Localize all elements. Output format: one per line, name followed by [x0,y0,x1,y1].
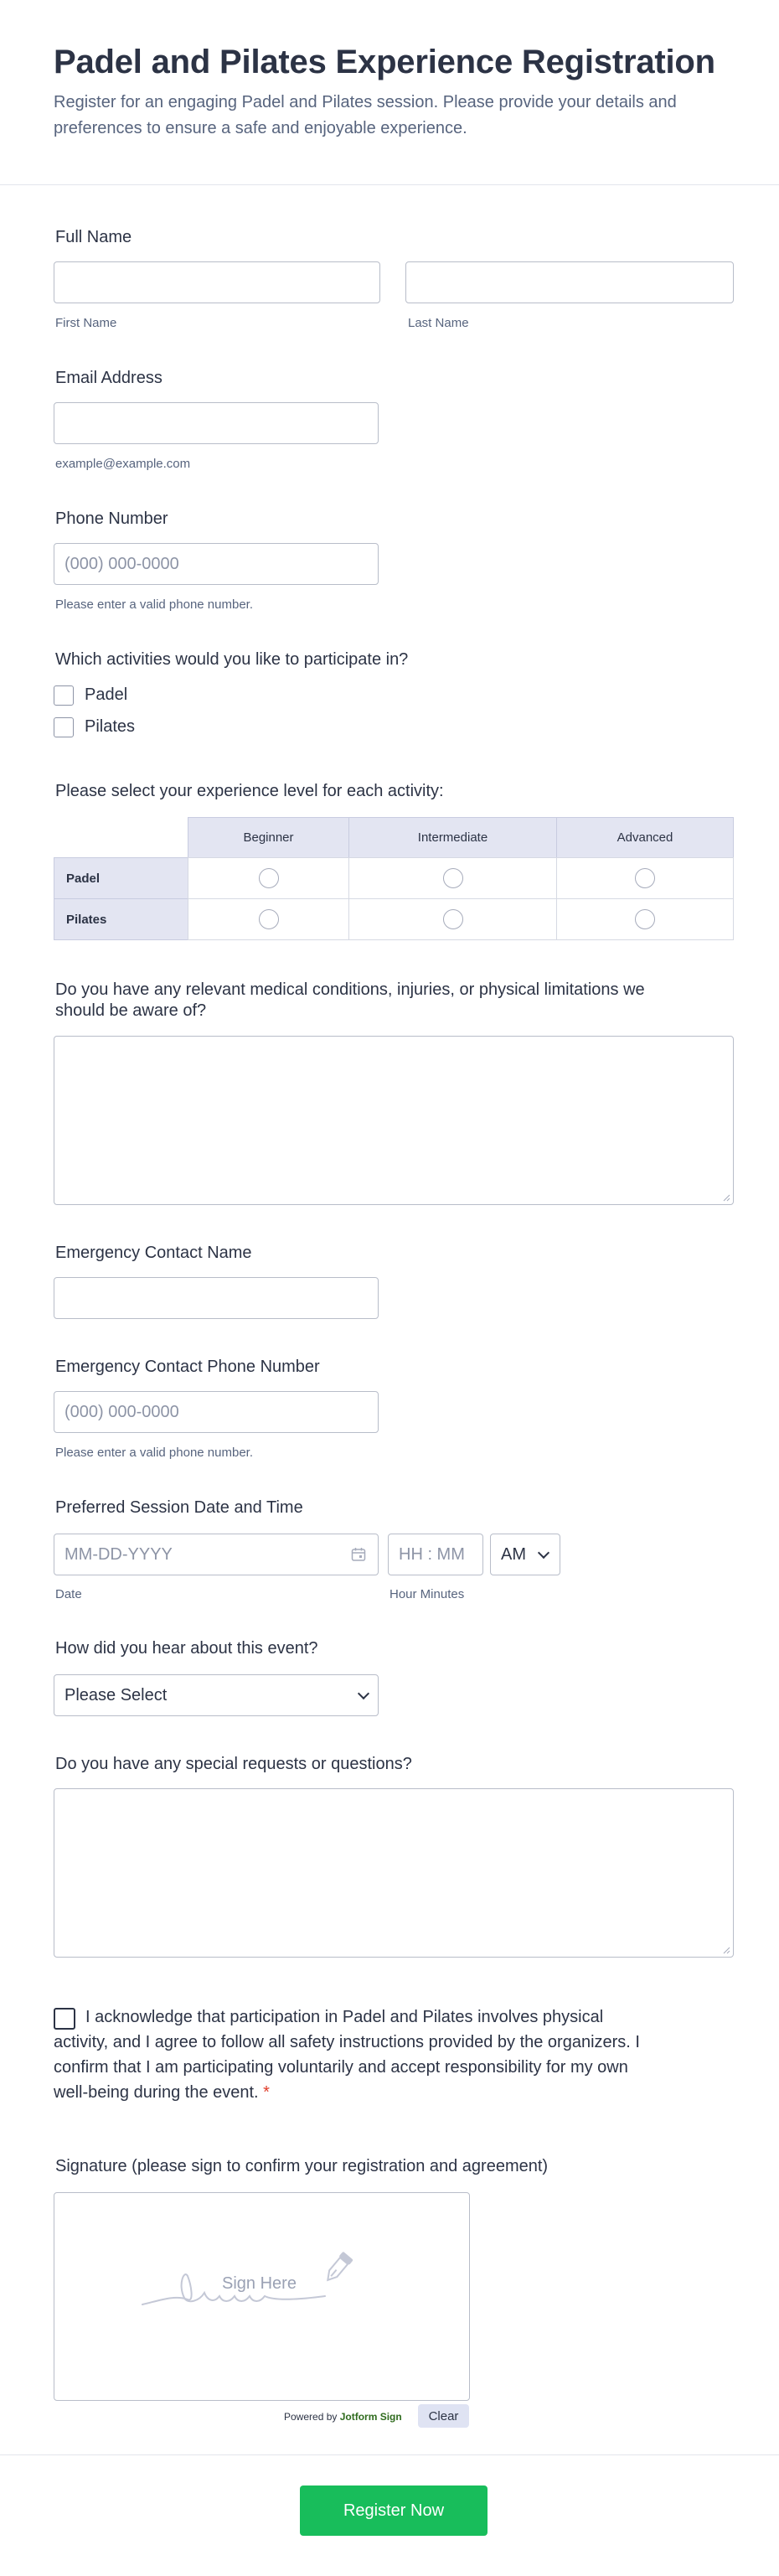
date-sublabel: Date [55,1587,82,1601]
emergency-name-label: Emergency Contact Name [55,1244,252,1262]
padel-checkbox-label: Padel [85,685,128,704]
register-now-button[interactable]: Register Now [300,2485,488,2536]
resize-grip-icon[interactable] [722,1946,730,1954]
matrix-cell [348,857,557,899]
clear-signature-button[interactable]: Clear [418,2404,469,2428]
matrix-col-advanced: Advanced [556,817,734,858]
referral-label: How did you hear about this event? [55,1639,318,1658]
matrix-row-padel: Padel [54,857,188,899]
time-input[interactable] [388,1534,483,1575]
ampm-select[interactable] [490,1534,560,1575]
acknowledgement-label: I acknowledge that participation in Padel and Pilates involves physical activity, and I agree to follow all safety instructions provided by the organizers. I confirm that I am participating voluntarily and accept responsibility for my own well-being during the event. [54,2008,640,2102]
last-name-sublabel: Last Name [408,316,469,330]
form-subtitle: Register for an engaging Padel and Pilates session. Please provide your details and preferences to ensure a safe and enjoyable experience. [54,93,677,137]
acknowledgement-text [54,2004,657,2105]
emergency-phone-label: Emergency Contact Phone Number [55,1358,320,1376]
signature-placeholder: Sign Here [222,2274,297,2293]
phone-input[interactable] [54,543,379,585]
jotform-sign-link[interactable]: Jotform Sign [339,2411,402,2423]
full-name-label: Full Name [55,228,132,246]
emergency-phone-sublabel: Please enter a valid phone number. [55,1446,253,1460]
matrix-cell [188,898,349,940]
matrix-cell [188,857,349,899]
calendar-icon[interactable] [350,1546,367,1563]
required-asterisk: * [263,2083,270,2102]
matrix-row-pilates: Pilates [54,898,188,940]
chevron-down-icon [358,1688,369,1699]
matrix-col-beginner: Beginner [188,817,349,858]
form-footer [0,2454,779,2455]
time-sublabel: Hour Minutes [390,1587,465,1601]
powered-by-text [284,2411,402,2423]
phone-label: Phone Number [55,510,168,528]
pilates-checkbox[interactable] [54,717,74,737]
resize-grip-icon[interactable] [722,1193,730,1202]
email-sublabel: example@example.com [55,457,191,471]
padel-beginner-radio[interactable] [259,868,279,888]
pilates-advanced-radio[interactable] [635,909,655,929]
emergency-phone-input[interactable] [54,1391,379,1433]
date-input[interactable] [54,1534,379,1575]
medical-label-line1: Do you have any relevant medical conditions, injuries, or physical limitations we [55,980,645,999]
activities-label: Which activities would you like to participate in? [55,650,409,669]
signature-label: Signature (please sign to confirm your registration and agreement) [55,2157,549,2175]
last-name-input[interactable] [405,261,734,303]
powered-prefix: Powered by [284,2411,340,2423]
chevron-down-icon [538,1547,549,1559]
matrix-cell [348,898,557,940]
experience-label: Please select your experience level for each activity: [55,782,444,800]
email-input[interactable] [54,402,379,444]
signature-squiggle-icon [141,2251,380,2318]
padel-advanced-radio[interactable] [635,868,655,888]
form-title: Padel and Pilates Experience Registration [54,44,715,80]
ampm-value: AM [501,1544,526,1564]
medical-textarea[interactable] [54,1036,734,1205]
referral-selected-value: Please Select [64,1685,168,1704]
session-label: Preferred Session Date and Time [55,1498,303,1517]
pilates-intermediate-radio[interactable] [443,909,463,929]
phone-sublabel: Please enter a valid phone number. [55,597,253,612]
matrix-col-intermediate: Intermediate [348,817,557,858]
referral-select[interactable] [54,1674,379,1716]
email-label: Email Address [55,369,163,387]
requests-textarea[interactable] [54,1788,734,1958]
pilates-beginner-radio[interactable] [259,909,279,929]
matrix-cell [556,898,734,940]
padel-intermediate-radio[interactable] [443,868,463,888]
form-header [0,0,779,185]
medical-label-line2: should be aware of? [55,1001,207,1020]
pilates-checkbox-label: Pilates [85,717,136,736]
first-name-input[interactable] [54,261,380,303]
first-name-sublabel: First Name [55,316,117,330]
matrix-cell [556,857,734,899]
padel-checkbox[interactable] [54,685,74,706]
emergency-name-input[interactable] [54,1277,379,1319]
requests-label: Do you have any special requests or questions? [55,1755,412,1773]
